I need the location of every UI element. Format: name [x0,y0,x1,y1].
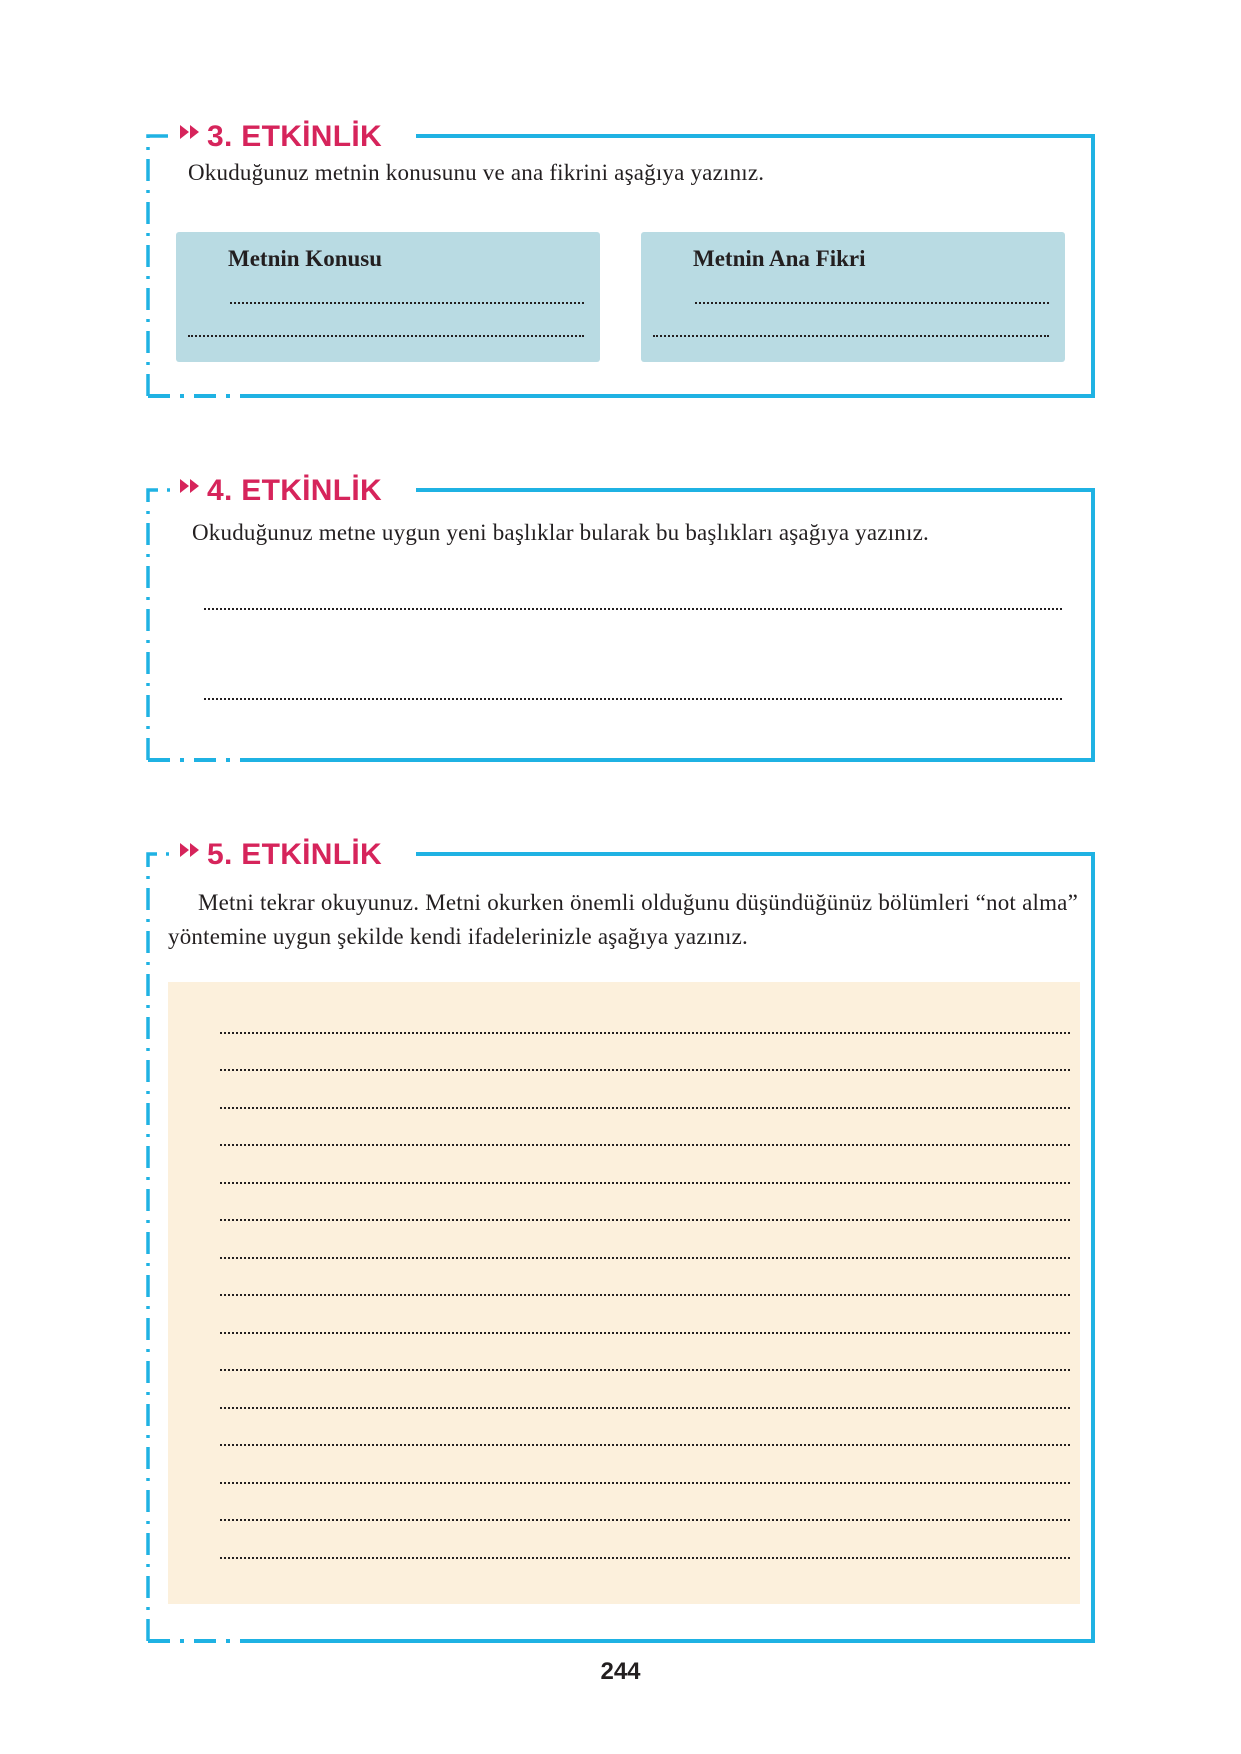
activity-instruction: Okuduğunuz metnin konusunu ve ana fikrini aşağıya yazınız. [188,160,765,185]
writing-line[interactable] [220,1219,1070,1221]
topic-panel [176,232,600,362]
writing-line[interactable] [220,1332,1070,1334]
writing-line[interactable] [204,698,1062,700]
activity-title: 5. ETKİNLİK [207,838,382,871]
writing-line[interactable] [220,1369,1070,1371]
note-area [168,982,1080,1604]
writing-line[interactable] [220,1482,1070,1484]
panel-title: Metnin Ana Fikri [693,246,866,271]
writing-line[interactable] [204,608,1062,610]
writing-line[interactable] [653,335,1049,337]
writing-line[interactable] [220,1557,1070,1559]
activity-title: 4. ETKİNLİK [207,474,382,507]
writing-line[interactable] [220,1069,1070,1071]
activity-heading [180,120,396,154]
activity-instruction: Metni tekrar okuyunuz. Metni okurken önemli olduğunu düşündüğünüz bölümleri “not alma” yöntemine uygun şekilde kendi ifadelerinizle aşağıya yazınız. [168,890,1078,949]
activity-heading [180,838,396,872]
activity-title: 3. ETKİNLİK [207,120,382,153]
activity-4 [146,474,1096,762]
writing-line[interactable] [220,1519,1070,1521]
activity-instruction: Okuduğunuz metne uygun yeni başlıklar bularak bu başlıkları aşağıya yazınız. [192,520,929,545]
double-arrow-icon [180,479,199,493]
activity-heading [180,474,396,508]
writing-line[interactable] [220,1182,1070,1184]
writing-line[interactable] [220,1107,1070,1109]
activity-5 [146,838,1096,1643]
writing-line[interactable] [220,1444,1070,1446]
double-arrow-icon [180,843,199,857]
panel-title: Metnin Konusu [228,246,383,271]
writing-line[interactable] [220,1032,1070,1034]
page-number: 244 [600,1658,641,1685]
writing-line[interactable] [220,1144,1070,1146]
main-idea-panel [641,232,1065,362]
writing-line[interactable] [220,1257,1070,1259]
writing-line[interactable] [220,1407,1070,1409]
writing-line[interactable] [230,302,584,304]
writing-line[interactable] [695,302,1049,304]
activity-3 [146,120,1096,398]
writing-line[interactable] [188,335,584,337]
writing-line[interactable] [220,1294,1070,1296]
double-arrow-icon [180,125,199,139]
